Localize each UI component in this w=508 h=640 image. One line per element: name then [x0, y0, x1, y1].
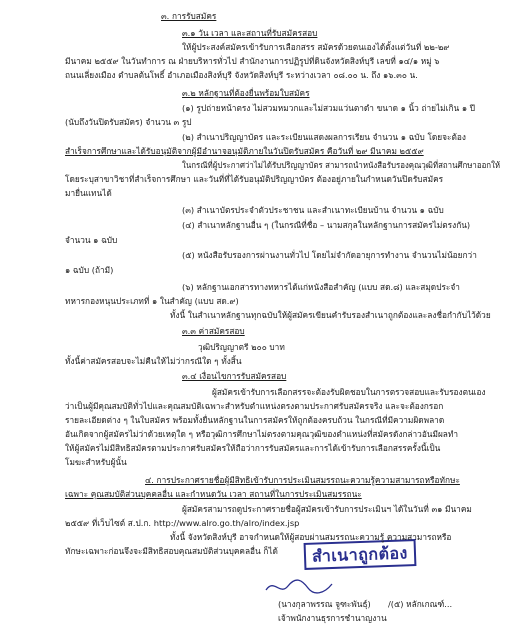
- document-line-l05: ถนนเลี่ยงเมือง ตำบลต้นโพธิ์ อำเภอเมืองสิงห์บุรี จังหวัดสิงห์บุรี ระหว่างเวลา ๐๘.๐๐ น. ถึง ๑๖.๓๐ น.: [65, 70, 418, 80]
- document-line-l38: (นางกุลาพรรณ จูฑะพันธุ์): [278, 599, 371, 609]
- document-line-l25: ๓.๔ เงื่อนไขการรับสมัครสอบ: [182, 371, 287, 381]
- signature-scribble-icon: [262, 576, 352, 598]
- document-line-l34: ผู้สมัครสามารถดูประกาศรายชื่อผู้สมัครเข้ารับการประเมินฯ ได้ในวันที่ ๓๑ มีนาคม: [182, 504, 472, 514]
- certified-copy-stamp: สำเนาถูกต้อง: [304, 539, 417, 570]
- document-line-l40: /(๕) หลักเกณฑ์...: [388, 599, 453, 609]
- document-line-l33: เฉพาะ คุณสมบัติส่วนบุคคลอื่น และกำหนดวัน เวลา สถานที่ในการประเมินสมรรถนะ: [65, 489, 362, 499]
- signature-mark: [262, 576, 352, 601]
- document-line-l02: ๓.๑ วัน เวลา และสถานที่รับสมัครสอบ: [182, 28, 318, 38]
- document-line-l16: จำนวน ๑ ฉบับ: [65, 235, 118, 245]
- document-line-l31: โมฆะสำหรับผู้นั้น: [65, 457, 127, 467]
- document-line-l06: ๓.๒ หลักฐานที่ต้องยื่นพร้อมใบสมัคร: [182, 88, 310, 98]
- document-line-l13: มายื่นแทนได้: [65, 188, 112, 198]
- document-line-l04: มีนาคม ๒๕๕๙ ในวันทำการ ณ ฝ่ายบริหารทั่วไป สำนักงานการปฏิรูปที่ดินจังหวัดสิงห์บุรี เลขที่ ๑๔/๑ หมู่ ๖: [65, 56, 440, 66]
- document-line-l36: ทั้งนี้ จังหวัดสิงห์บุรี อาจกำหนดให้ผู้สอบผ่านสมรรถนะความรู้ ความสามารถหรือ: [170, 532, 452, 542]
- document-line-l18: ๑ ฉบับ (ถ้ามี): [65, 265, 114, 275]
- document-line-l22: ๓.๓ ค่าสมัครสอบ: [182, 326, 245, 336]
- document-line-l01: ๓. การรับสมัคร: [161, 11, 217, 21]
- document-line-l19: (๖) หลักฐานเอกสารทางทหารได้แก่หนังสือสำคัญ (แบบ สด.๘) และสมุดประจำ: [182, 282, 460, 292]
- document-line-l35: ๒๕๕๙ ที่เว็บไซต์ ส.ป.ก. http://www.alro.go.th/alro/index.jsp: [65, 518, 300, 528]
- document-line-l12: โดยระบุสาขาวิชาที่สำเร็จการศึกษา และวันที่ที่ได้รับอนุมัติปริญญาบัตร ต้องอยู่ภายในกำหนดวันปิดรับสมัคร: [65, 174, 444, 184]
- document-line-l07: (๑) รูปถ่ายหน้าตรง ไม่สวมหมวกและไม่สวมแว่นตาดำ ขนาด ๑ นิ้ว ถ่ายไม่เกิน ๑ ปี: [182, 103, 475, 113]
- document-line-l32: ๔. การประกาศรายชื่อผู้มีสิทธิเข้ารับการประเมินสมรรถนะความรู้ความสามารถหรือทักษะ: [145, 475, 460, 485]
- document-line-l09: (๒) สำเนาปริญญาบัตร และระเบียนแสดงผลการเรียน จำนวน ๑ ฉบับ โดยจะต้อง: [182, 132, 466, 142]
- document-line-l37: ทักษะเฉพาะก่อนจึงจะมีสิทธิสอบคุณสมบัติส่วนบุคคลอื่น ก็ได้: [65, 546, 278, 556]
- document-line-l20: ทหารกองหนุนประเภทที่ ๑ ในสำคัญ (แบบ สด.๙): [65, 296, 239, 306]
- document-line-l27: ว่าเป็นผู้มีคุณสมบัติทั่วไปและคุณสมบัติเฉพาะสำหรับตำแหน่งตรงตามประกาศรับสมัครจริง และจะต้องกรอก: [65, 401, 444, 411]
- document-line-l11: ในกรณีที่ผู้ประกาศว่าไม่ได้รับปริญญาบัตร สามารถนำหนังสือรับรองคุณวุฒิที่สถานศึกษาออกให้: [182, 160, 501, 170]
- document-line-l21: ทั้งนี้ ในสำเนาหลักฐานทุกฉบับให้ผู้สมัครเขียนคำรับรองสำเนาถูกต้องและลงชื่อกำกับไว้ด้วย: [170, 310, 491, 320]
- document-line-l17: (๕) หนังสือรับรองการผ่านงานทั่วไป โดยไม่จำกัดอายุการทำงาน จำนวนไม่น้อยกว่า: [182, 250, 477, 260]
- document-line-l29: อันเกิดจากผู้สมัครไม่ว่าด้วยเหตุใด ๆ หรือวุฒิการศึกษาไม่ตรงตามคุณวุฒิของตำแหน่งที่สมัครดังกล่าวอันมีผลทำ: [65, 429, 459, 439]
- document-line-l30: ให้ผู้สมัครไม่มีสิทธิสมัครตามประกาศรับสมัครให้ถือว่าการรับสมัครและการได้เข้ารับการเลือกสรรครั้งนี้เป็น: [65, 443, 441, 453]
- document-line-l15: (๔) สำเนาหลักฐานอื่น ๆ (ในกรณีที่ชื่อ – นามสกุลในหลักฐานการสมัครไม่ตรงกัน): [182, 220, 471, 230]
- document-line-l26: ผู้สมัครเข้ารับการเลือกสรรจะต้องรับผิดชอบในการตรวจสอบและรับรองตนเอง: [212, 387, 486, 397]
- document-line-l23: วุฒิปริญญาตรี ๒๐๐ บาท: [198, 342, 285, 352]
- document-line-l24: ทั้งนี้ค่าสมัครสอบจะไม่คืนให้ไม่ว่ากรณีใด ๆ ทั้งสิ้น: [65, 356, 242, 366]
- document-line-l39: เจ้าพนักงานธุรการชำนาญงาน: [278, 613, 387, 623]
- document-line-l14: (๓) สำเนาบัตรประจำตัวประชาชน และสำเนาทะเบียนบ้าน จำนวน ๑ ฉบับ: [182, 205, 444, 215]
- document-line-l10: สำเร็จการศึกษาและได้รับอนุมัติจากผู้มีอำนาจอนุมัติภายในวันปิดรับสมัคร คือวันที่ ๒๙ มีนาคม ๒๕๕๙: [65, 146, 424, 156]
- document-line-l03: ให้ผู้ประสงค์สมัครเข้ารับการเลือกสรร สมัครด้วยตนเองได้ตั้งแต่วันที่ ๒๒-๒๙: [182, 42, 450, 52]
- document-line-l08: (นับถึงวันปิดรับสมัคร) จำนวน ๓ รูป: [65, 117, 192, 127]
- document-line-l28: รายละเอียดต่าง ๆ ในใบสมัคร พร้อมทั้งยื่นหลักฐานในการสมัครให้ถูกต้องครบถ้วน ในกรณีที่มีความผิดพลาด: [65, 415, 445, 425]
